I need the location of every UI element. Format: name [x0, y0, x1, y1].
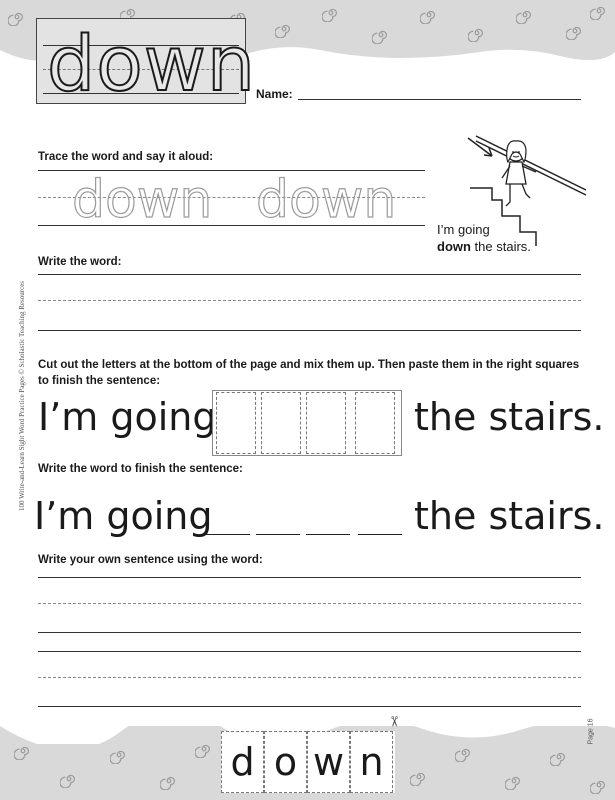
- swirl-icon: [14, 742, 32, 760]
- name-input-line[interactable]: [298, 99, 581, 100]
- blank-line[interactable]: [358, 534, 402, 535]
- trace-area[interactable]: [38, 170, 425, 230]
- cut-sentence-start: I’m going: [38, 395, 217, 439]
- swirl-icon: [505, 772, 523, 790]
- blank-line[interactable]: [206, 534, 250, 535]
- own-line-base-2[interactable]: [38, 706, 581, 707]
- title-word-box: [36, 18, 257, 108]
- finish-sentence-end: the stairs.: [414, 494, 605, 538]
- paste-square[interactable]: [261, 392, 301, 454]
- own-line-top-1[interactable]: [38, 577, 581, 578]
- own-sentence-instruction: Write your own sentence using the word:: [38, 554, 263, 566]
- swirl-icon: [322, 4, 340, 22]
- caption-bold-word: down: [437, 239, 471, 254]
- swirl-icon: [550, 748, 568, 766]
- swirl-icon: [566, 22, 584, 40]
- swirl-icon: [410, 768, 428, 786]
- trace-instruction: Trace the word and say it aloud:: [38, 151, 214, 163]
- paste-square[interactable]: [216, 392, 256, 454]
- blank-line[interactable]: [256, 534, 300, 535]
- swirl-icon: [516, 6, 534, 24]
- own-line-base-1[interactable]: [38, 632, 581, 633]
- own-line-top-2[interactable]: [38, 651, 581, 652]
- swirl-icon: [275, 20, 293, 38]
- blank-line[interactable]: [306, 534, 350, 535]
- cutout-letter[interactable]: w: [307, 731, 350, 793]
- cut-sentence-end: the stairs.: [414, 395, 605, 439]
- swirl-icon: [160, 772, 178, 790]
- swirl-icon: [110, 746, 128, 764]
- swirl-icon: [195, 740, 213, 758]
- cutout-letter[interactable]: d: [221, 731, 264, 793]
- trace-word-1: down: [72, 170, 213, 230]
- own-line-mid-1: [38, 603, 581, 604]
- finish-instruction: Write the word to finish the sentence:: [38, 463, 243, 475]
- write-top-line[interactable]: [38, 274, 581, 275]
- illustration-caption: [437, 221, 531, 255]
- trace-word-2: down: [256, 170, 397, 230]
- title-word: down: [47, 19, 257, 108]
- swirl-icon: [590, 2, 608, 20]
- caption-rest: the stairs.: [470, 239, 531, 254]
- caption-line-1: I’m going: [437, 222, 490, 237]
- write-base-line[interactable]: [38, 330, 581, 331]
- swirl-icon: [372, 26, 390, 44]
- side-credit: 100 Write-and-Learn Sight Word Practice Pages © Scholastic Teaching Resources: [18, 280, 26, 512]
- paste-square[interactable]: [355, 392, 395, 454]
- cutout-letter[interactable]: o: [264, 731, 307, 793]
- write-mid-line: [38, 300, 581, 301]
- cutout-letter[interactable]: n: [350, 731, 393, 793]
- scissors-icon: ✂: [386, 715, 403, 728]
- swirl-icon: [420, 6, 438, 24]
- name-label: Name:: [256, 87, 293, 101]
- paste-square[interactable]: [306, 392, 346, 454]
- swirl-icon: [590, 776, 608, 794]
- swirl-icon: [455, 744, 473, 762]
- write-instruction: Write the word:: [38, 256, 122, 268]
- cutout-letters-strip: [221, 731, 395, 793]
- cut-instruction: Cut out the letters at the bottom of the page and mix them up. Then paste them in the right squares to finish the sentence:: [38, 359, 580, 387]
- finish-sentence-start: I’m going: [34, 494, 213, 538]
- caption-line-2: [437, 238, 531, 255]
- own-line-mid-2: [38, 677, 581, 678]
- swirl-icon: [60, 770, 78, 788]
- page-number: Page 16: [587, 718, 595, 745]
- swirl-icon: [8, 8, 26, 26]
- swirl-icon: [468, 24, 486, 42]
